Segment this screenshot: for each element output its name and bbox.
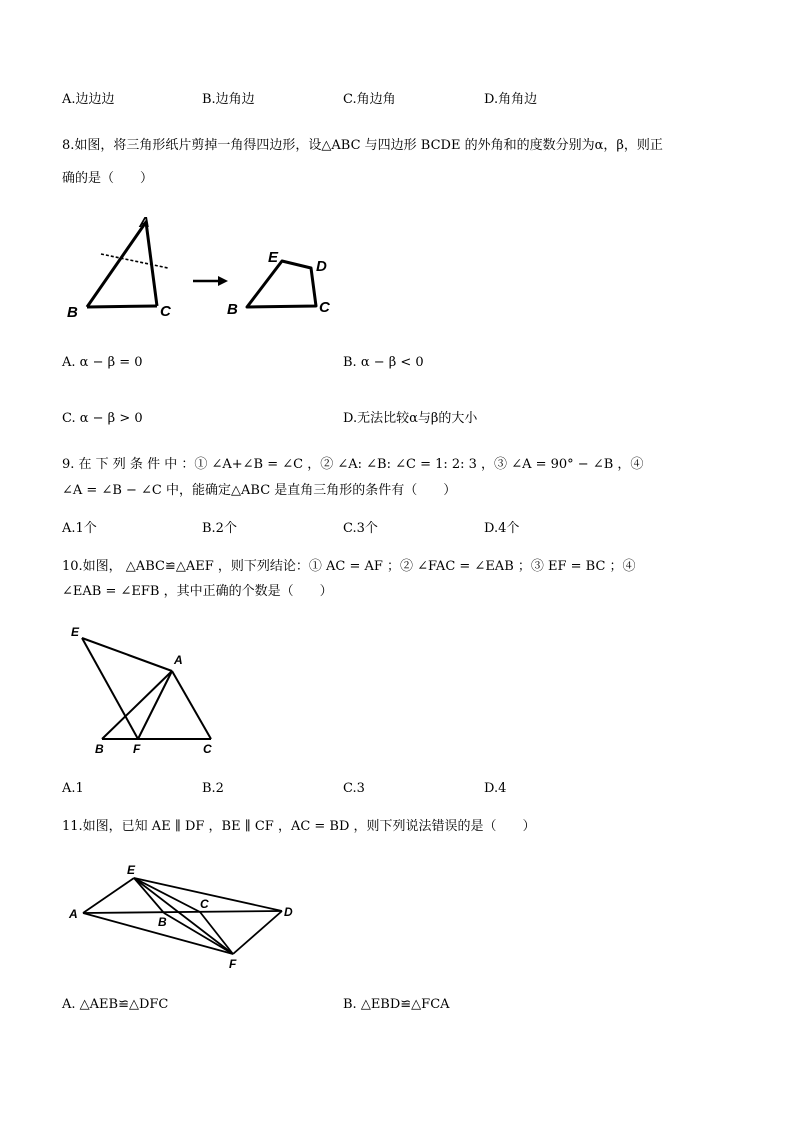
q8-cut-line <box>101 254 168 268</box>
q8-label-e: E <box>268 249 279 266</box>
q11-option-a: A. △AEB≌△DFC <box>62 997 169 1012</box>
q8-stem-line1: 8.如图，将三角形纸片剪掉一角得四边形，设△ABC 与四边形 BCDE 的外角和的度数分别为α，β，则正 <box>62 138 663 153</box>
q11-segment-bf <box>164 913 233 954</box>
q9-stem-line2: ∠A = ∠B − ∠C 中，能确定△ABC 是直角三角形的条件有（ ） <box>62 483 457 498</box>
q8-label-c: C <box>160 303 171 320</box>
q11-label-a: A <box>69 907 78 921</box>
q11-stem-line1: 11.如图，已知 AE ∥ DF ，BE ∥ CF ，AC = BD ，则下列说法错误的是（ ） <box>62 819 536 834</box>
q8-option-a: A. α − β = 0 <box>62 355 143 370</box>
q11-segment-ad <box>83 911 282 913</box>
q10-label-c: C <box>203 742 212 756</box>
q8-stem-line2: 确的是（ ） <box>62 171 154 186</box>
q10-stem-line2: ∠EAB = ∠EFB ，其中正确的个数是（ ） <box>62 584 333 599</box>
q8-triangle <box>87 222 157 307</box>
q10-segment-ef <box>82 638 138 739</box>
q10-stem-line1: 10.如图， △ABC≌△AEF ，则下列结论：① AC = AF ；② ∠FAC = ∠EAB ；③ EF = BC ；④ <box>62 559 636 574</box>
q7-option-b: B.边角边 <box>202 92 255 107</box>
q10-label-e: E <box>71 625 80 639</box>
q8-label-d: D <box>316 258 327 275</box>
q8-option-d: D.无法比较α与β的大小 <box>343 411 478 426</box>
q11-label-b: B <box>158 915 167 929</box>
q9-option-d: D.4个 <box>484 521 520 536</box>
q7-option-a: A.边边边 <box>62 92 115 107</box>
q8-arrow-head <box>218 276 228 286</box>
q7-option-d: D.角角边 <box>484 92 538 107</box>
q11-segment-ec <box>134 878 200 912</box>
q10-segment-ea <box>82 638 172 671</box>
q11-label-d: D <box>284 905 293 919</box>
q8-bottom-side <box>87 306 157 307</box>
q10-label-f: F <box>133 742 141 756</box>
q10-option-a: A.1 <box>62 781 84 796</box>
q8-quadrilateral <box>247 261 316 307</box>
q10-segment-fa <box>138 671 172 739</box>
q11-segment-df <box>233 911 282 954</box>
q10-segment-ac <box>172 671 211 739</box>
q8-label-b2: B <box>227 301 238 318</box>
q8-option-b: B. α − β < 0 <box>343 355 424 370</box>
q10-option-d: D.4 <box>484 781 507 796</box>
q9-option-a: A.1个 <box>62 521 97 536</box>
q10-figure <box>66 622 226 760</box>
q8-label-b: B <box>67 304 78 321</box>
q10-label-b: B <box>95 742 104 756</box>
q10-option-b: B.2 <box>202 781 224 796</box>
q8-label-c2: C <box>319 299 330 316</box>
q11-segment-ae <box>83 878 134 913</box>
q11-option-b: B. △EBD≌△FCA <box>343 997 450 1012</box>
q9-option-b: B.2个 <box>202 521 237 536</box>
q10-segment-ba <box>102 671 172 739</box>
q8-label-a: A <box>139 214 150 231</box>
q9-option-c: C.3个 <box>343 521 378 536</box>
q11-label-c: C <box>200 897 209 911</box>
q9-stem-line1: 9. 在 下 列 条 件 中 ：① ∠A+∠B = ∠C ，② ∠A: ∠B: ∠C = 1: 2: 3 ，③ ∠A = 90° − ∠B ，④ <box>62 457 644 472</box>
q10-label-a: A <box>174 653 183 667</box>
q11-figure <box>66 858 306 974</box>
q8-figure <box>60 210 350 325</box>
q11-label-f: F <box>229 957 237 971</box>
q8-option-c: C. α − β > 0 <box>62 411 143 426</box>
q11-label-e: E <box>127 863 136 877</box>
q7-option-c: C.角边角 <box>343 92 396 107</box>
q10-option-c: C.3 <box>343 781 365 796</box>
